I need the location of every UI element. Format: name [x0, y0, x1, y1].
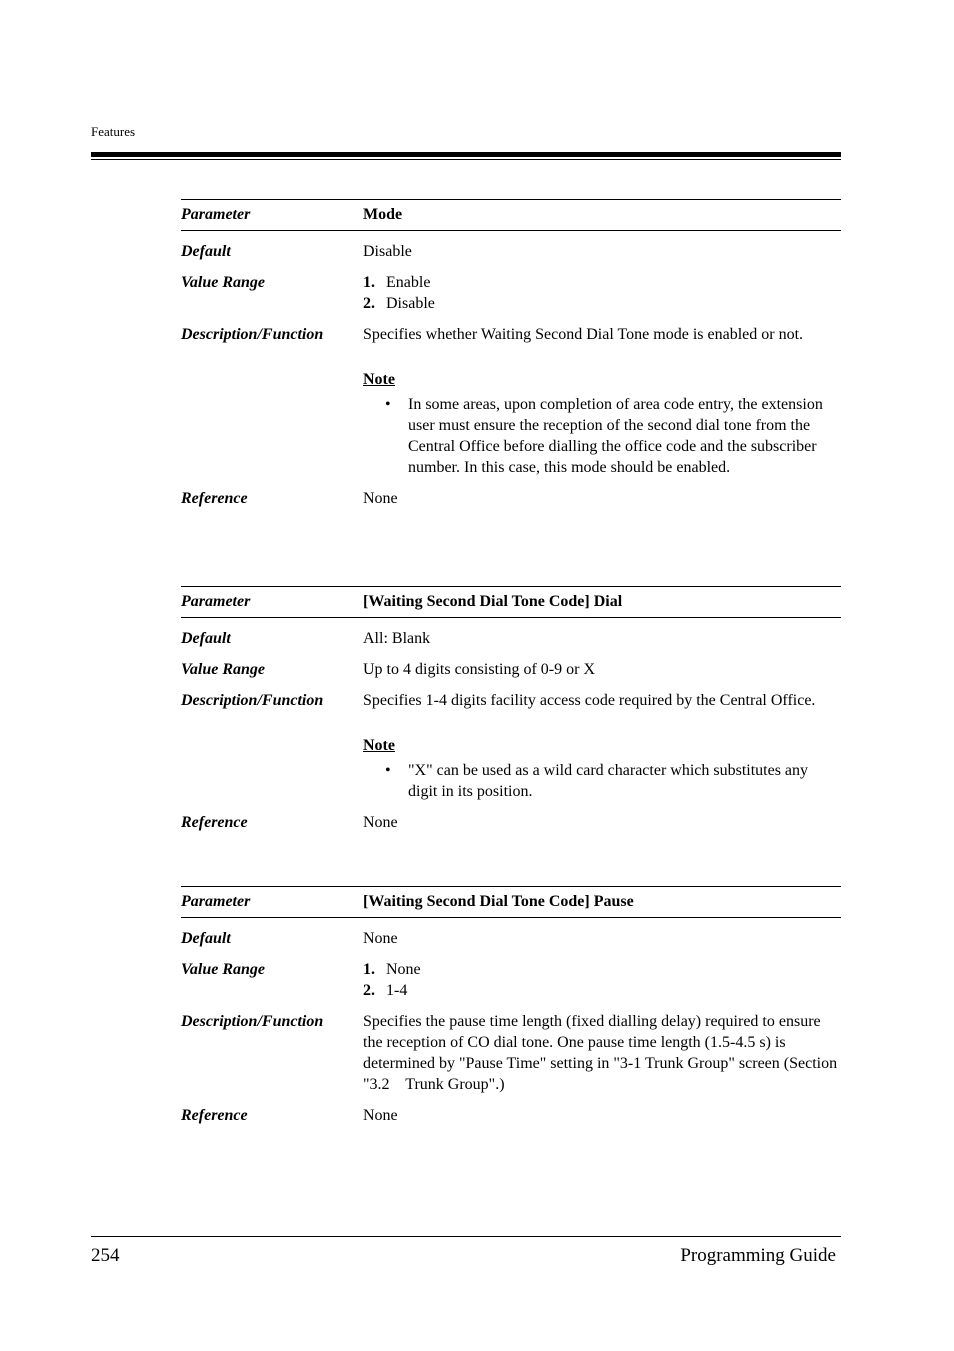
reference-label: Reference [181, 814, 248, 831]
value-range-value: Up to 4 digits consisting of 0-9 or X [363, 661, 595, 678]
list-number: 1. [363, 274, 375, 291]
header-rule-thick [91, 152, 841, 157]
list-item [363, 394, 841, 478]
description-label: Description/Function [181, 326, 324, 343]
default-value: All: Blank [363, 630, 431, 647]
default-row [181, 628, 841, 649]
value-range-label: Value Range [181, 961, 266, 978]
list-item [363, 959, 841, 980]
value-range-list [363, 959, 841, 1001]
reference-row [181, 812, 841, 833]
default-label: Default [181, 630, 231, 647]
parameter-name: Mode [363, 206, 403, 223]
reference-value: None [363, 1107, 398, 1124]
default-value: None [363, 930, 398, 947]
reference-row [181, 1105, 841, 1126]
description-label: Description/Function [181, 692, 324, 709]
value-range-row [181, 659, 841, 680]
list-text: None [386, 961, 421, 978]
list-number: 2. [363, 295, 375, 312]
parameter-label: Parameter [181, 893, 251, 910]
table-header-row [181, 586, 841, 618]
note-heading: Note [363, 371, 395, 388]
footer-rule [91, 1236, 841, 1237]
note-text: "X" can be used as a wild card character which substitutes any digit in its position. [408, 762, 809, 800]
note-list [363, 760, 841, 802]
description-text: Specifies the pause time length (fixed dialling delay) required to ensure the reception of CO dial tone. One pause time length (1.5-4.5 s) is determined by "Pause Time" setting in "3-1 Trunk Group" screen (Section "3.2 Trunk Group".) [363, 1013, 842, 1093]
reference-label: Reference [181, 490, 248, 507]
default-row [181, 241, 841, 262]
reference-value: None [363, 490, 398, 507]
parameter-label: Parameter [181, 593, 251, 610]
bullet-icon: • [385, 762, 391, 779]
description-row [181, 690, 841, 802]
parameter-table-mode [181, 199, 841, 509]
description-text: Specifies 1-4 digits facility access code required by the Central Office. [363, 692, 816, 709]
reference-row [181, 488, 841, 509]
list-item [363, 293, 841, 314]
description-label: Description/Function [181, 1013, 324, 1030]
note-heading: Note [363, 737, 395, 754]
table-header-row [181, 886, 841, 918]
parameter-name: [Waiting Second Dial Tone Code] Pause [363, 893, 634, 910]
note-text: In some areas, upon completion of area code entry, the extension user must ensure the reception of the second dial tone from the Central Office before dialling the office code and the subscriber number. In this case, this mode should be enabled. [408, 396, 823, 476]
description-row [181, 1011, 841, 1095]
description-text: Specifies whether Waiting Second Dial Tone mode is enabled or not. [363, 326, 804, 343]
header-rule-thin [91, 159, 841, 160]
default-label: Default [181, 930, 231, 947]
value-range-label: Value Range [181, 274, 266, 291]
list-item [363, 760, 841, 802]
parameter-table-pause [181, 886, 841, 1126]
parameter-table-dial [181, 586, 841, 833]
value-range-label: Value Range [181, 661, 266, 678]
value-range-row [181, 272, 841, 314]
bullet-icon: • [385, 396, 391, 413]
default-value: Disable [363, 243, 412, 260]
description-row [181, 324, 841, 478]
reference-label: Reference [181, 1107, 248, 1124]
list-item [363, 272, 841, 293]
parameter-name: [Waiting Second Dial Tone Code] Dial [363, 593, 623, 610]
value-range-list [363, 272, 841, 314]
default-row [181, 928, 841, 949]
note-list [363, 394, 841, 478]
list-text: 1-4 [386, 982, 408, 999]
table-header-row [181, 199, 841, 231]
list-text: Enable [386, 274, 431, 291]
running-head: Features [91, 124, 136, 139]
page-number: 254 [91, 1245, 120, 1266]
list-number: 2. [363, 982, 375, 999]
default-label: Default [181, 243, 231, 260]
reference-value: None [363, 814, 398, 831]
footer-title: Programming Guide [680, 1245, 836, 1266]
list-number: 1. [363, 961, 375, 978]
value-range-row [181, 959, 841, 1001]
list-text: Disable [386, 295, 435, 312]
list-item [363, 980, 841, 1001]
parameter-label: Parameter [181, 206, 251, 223]
